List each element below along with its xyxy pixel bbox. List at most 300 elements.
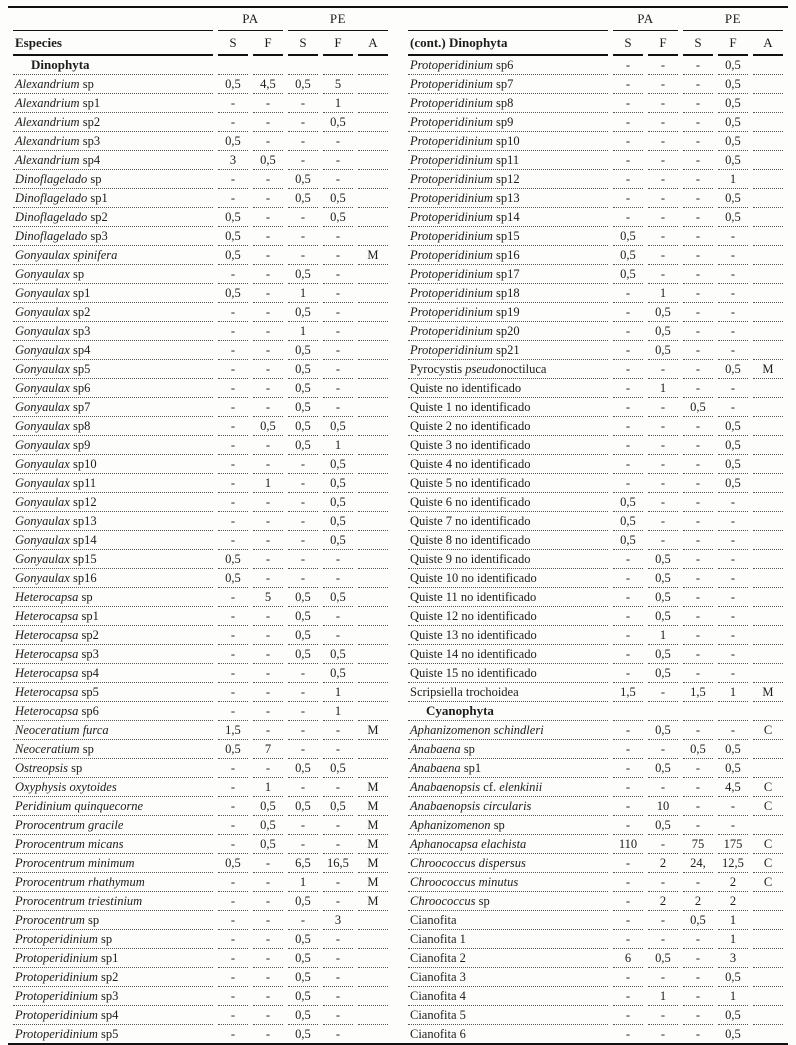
empty-cell <box>323 56 353 75</box>
species-row <box>408 531 783 550</box>
group-header-pe: PE <box>288 8 388 31</box>
value-cell: - <box>613 911 643 930</box>
species-row <box>13 322 388 341</box>
species-name: Anabaena sp1 <box>408 759 608 778</box>
value-cell: 0,5 <box>323 759 353 778</box>
value-cell: - <box>683 778 713 797</box>
value-cell: 5 <box>253 588 283 607</box>
species-name: Cianofita 6 <box>410 1027 466 1041</box>
species-row <box>13 132 388 151</box>
flag-cell <box>753 341 783 360</box>
value-cell: 0,5 <box>288 398 318 417</box>
value-cell: - <box>648 911 678 930</box>
value-cell: 0,5 <box>648 322 678 341</box>
value-cell: 0,5 <box>648 721 678 740</box>
value-cell: 0,5 <box>718 759 748 778</box>
value-cell: 0,5 <box>288 607 318 626</box>
value-cell: - <box>613 797 643 816</box>
value-cell: - <box>648 227 678 246</box>
species-row <box>408 778 783 797</box>
species-row <box>408 455 783 474</box>
value-cell: - <box>625 1027 631 1041</box>
species-row <box>408 94 783 113</box>
value-cell: - <box>323 607 353 626</box>
species-row <box>13 341 388 360</box>
value-cell: - <box>253 683 283 702</box>
species-name: Ostreopsis sp <box>13 759 213 778</box>
flag-cell <box>358 531 388 550</box>
empty-cell <box>288 56 318 75</box>
value-cell: - <box>648 930 678 949</box>
flag-cell <box>358 94 388 113</box>
value-cell: - <box>218 930 248 949</box>
species-name: Cianofita 3 <box>408 968 608 987</box>
species-row <box>408 75 783 94</box>
group-header-spacer <box>13 8 213 31</box>
species-row <box>13 303 388 322</box>
species-name: Heterocapsa sp6 <box>13 702 213 721</box>
value-cell: - <box>613 474 643 493</box>
value-cell: 3 <box>718 949 748 968</box>
value-cell: - <box>253 360 283 379</box>
col-header-a: A <box>753 31 783 56</box>
value-cell: - <box>265 1027 271 1041</box>
species-name: Cianofita 5 <box>408 1006 608 1025</box>
value-cell: - <box>218 797 248 816</box>
value-cell: 0,5 <box>613 493 643 512</box>
value-cell: 1 <box>648 987 678 1006</box>
value-cell: - <box>683 968 713 987</box>
species-name: Dinoflagelado sp1 <box>13 189 213 208</box>
value-cell: - <box>718 379 748 398</box>
value-cell: - <box>218 816 248 835</box>
value-cell: - <box>613 740 643 759</box>
value-cell: 2 <box>648 892 678 911</box>
col-header-pa-f: F <box>253 31 283 56</box>
flag-cell <box>753 930 783 949</box>
col-header-a: A <box>358 31 388 56</box>
value-cell: - <box>613 398 643 417</box>
value-cell: 0,5 <box>253 151 283 170</box>
value-cell: - <box>218 455 248 474</box>
species-name: Quiste 8 no identificado <box>408 531 608 550</box>
flag-cell <box>358 626 388 645</box>
value-cell: - <box>683 664 713 683</box>
flag-cell <box>753 322 783 341</box>
species-name: Aphanocapsa elachista <box>408 835 608 854</box>
species-row <box>13 835 388 854</box>
species-row <box>408 873 783 892</box>
species-name: Quiste 5 no identificado <box>408 474 608 493</box>
flag-cell: M <box>753 360 783 379</box>
col-header-pa-s: S <box>613 31 643 56</box>
value-cell: - <box>648 683 678 702</box>
value-cell: - <box>613 189 643 208</box>
flag-cell <box>753 170 783 189</box>
value-cell: - <box>718 398 748 417</box>
species-row <box>408 645 783 664</box>
value-cell: 0,5 <box>648 569 678 588</box>
value-cell: - <box>323 873 353 892</box>
value-cell: 0,5 <box>718 94 748 113</box>
species-table-right-half <box>403 8 788 1043</box>
value-cell: - <box>323 341 353 360</box>
species-name: Aphanizomenon sp <box>408 816 608 835</box>
value-cell: - <box>218 189 248 208</box>
value-cell: - <box>218 987 248 1006</box>
species-row <box>408 208 783 227</box>
flag-cell <box>358 474 388 493</box>
value-cell: 0,5 <box>648 607 678 626</box>
value-cell: 0,5 <box>725 1027 741 1041</box>
value-cell: - <box>718 588 748 607</box>
value-cell: - <box>288 816 318 835</box>
value-cell: 0,5 <box>648 303 678 322</box>
species-name: Quiste 14 no identificado <box>408 645 608 664</box>
value-cell: 0,5 <box>613 246 643 265</box>
value-cell: - <box>323 132 353 151</box>
species-name: Gonyaulax sp5 <box>13 360 213 379</box>
value-cell: - <box>218 113 248 132</box>
species-name: Protoperidinium sp12 <box>408 170 608 189</box>
species-row <box>13 398 388 417</box>
value-cell: - <box>253 246 283 265</box>
species-name: Quiste 11 no identificado <box>408 588 608 607</box>
value-cell: - <box>613 626 643 645</box>
value-cell: - <box>648 740 678 759</box>
species-row <box>13 626 388 645</box>
value-cell: - <box>718 322 748 341</box>
species-name: Gonyaulax sp8 <box>13 417 213 436</box>
value-cell: - <box>323 322 353 341</box>
flag-cell <box>358 151 388 170</box>
flag-cell <box>753 284 783 303</box>
value-cell: 1 <box>323 702 353 721</box>
species-abundance-table <box>8 6 788 1045</box>
species-name: Cianofita <box>408 911 608 930</box>
value-cell: - <box>253 949 283 968</box>
species-row <box>13 493 388 512</box>
flag-cell: C <box>753 873 783 892</box>
species-name: Gonyaulax sp1 <box>13 284 213 303</box>
value-cell: 0,5 <box>288 436 318 455</box>
value-cell: - <box>648 265 678 284</box>
value-cell: - <box>253 493 283 512</box>
value-cell: - <box>718 626 748 645</box>
species-name: Anabaenopsis circularis <box>408 797 608 816</box>
species-name: Pyrocystis pseudonoctiluca <box>408 360 608 379</box>
value-cell: - <box>648 455 678 474</box>
value-cell: 0,5 <box>718 56 748 75</box>
species-name: Quiste 9 no identificado <box>408 550 608 569</box>
species-name: Alexandrium sp4 <box>13 151 213 170</box>
value-cell: 6,5 <box>288 854 318 873</box>
species-name: Dinoflagelado sp2 <box>13 208 213 227</box>
value-cell: - <box>683 550 713 569</box>
value-cell: - <box>648 436 678 455</box>
flag-cell <box>753 56 783 75</box>
value-cell: 1,5 <box>683 683 713 702</box>
value-cell: - <box>648 512 678 531</box>
value-cell: - <box>613 75 643 94</box>
flag-cell <box>358 284 388 303</box>
value-cell: 0,5 <box>288 379 318 398</box>
species-row <box>13 911 388 930</box>
species-row <box>408 512 783 531</box>
flag-cell: C <box>753 721 783 740</box>
value-cell: - <box>648 531 678 550</box>
empty-cell <box>648 702 678 721</box>
value-cell: 0,5 <box>288 797 318 816</box>
value-cell: - <box>323 227 353 246</box>
value-cell: - <box>230 1027 236 1041</box>
value-cell: - <box>648 246 678 265</box>
value-cell: - <box>288 94 318 113</box>
empty-cell <box>613 702 643 721</box>
value-cell: - <box>288 208 318 227</box>
flag-cell <box>753 816 783 835</box>
value-cell: - <box>613 170 643 189</box>
species-name: Protoperidinium sp5 <box>15 1027 119 1041</box>
value-cell: - <box>683 493 713 512</box>
species-name: Alexandrium sp <box>13 75 213 94</box>
species-name: Quiste 1 no identificado <box>408 398 608 417</box>
column-header-row <box>408 31 783 56</box>
col-header-pe-f: F <box>718 31 748 56</box>
value-cell: 0,5 <box>253 797 283 816</box>
value-cell: - <box>683 151 713 170</box>
value-cell: - <box>613 284 643 303</box>
species-row <box>13 227 388 246</box>
value-cell: - <box>218 341 248 360</box>
value-cell: - <box>288 493 318 512</box>
value-cell: 0,5 <box>613 265 643 284</box>
species-row <box>408 474 783 493</box>
flag-cell <box>753 303 783 322</box>
value-cell: - <box>253 645 283 664</box>
species-row <box>408 170 783 189</box>
value-cell: - <box>288 455 318 474</box>
value-cell: - <box>718 797 748 816</box>
value-cell: - <box>335 1027 341 1041</box>
value-cell: - <box>648 493 678 512</box>
value-cell: - <box>683 531 713 550</box>
value-cell: - <box>683 1006 713 1025</box>
species-name: Quiste 4 no identificado <box>408 455 608 474</box>
value-cell: - <box>218 303 248 322</box>
value-cell: - <box>683 360 713 379</box>
section-row <box>408 702 783 721</box>
species-name: Protoperidinium sp11 <box>408 151 608 170</box>
value-cell: - <box>613 987 643 1006</box>
species-name: Gonyaulax sp14 <box>13 531 213 550</box>
value-cell: - <box>253 531 283 550</box>
value-cell: - <box>648 835 678 854</box>
value-cell: 4,5 <box>253 75 283 94</box>
value-cell: - <box>323 398 353 417</box>
species-row <box>13 474 388 493</box>
value-cell: - <box>288 474 318 493</box>
flag-cell: C <box>753 835 783 854</box>
species-row <box>13 265 388 284</box>
value-cell: - <box>218 626 248 645</box>
species-row <box>408 417 783 436</box>
flag-cell <box>753 664 783 683</box>
value-cell: - <box>613 816 643 835</box>
flag-cell <box>358 588 388 607</box>
value-cell: - <box>718 816 748 835</box>
value-cell: - <box>613 721 643 740</box>
species-name: Protoperidinium sp1 <box>13 949 213 968</box>
flag-cell <box>753 645 783 664</box>
flag-cell <box>753 94 783 113</box>
value-cell: - <box>218 607 248 626</box>
value-cell: - <box>253 626 283 645</box>
species-name: Protoperidinium sp21 <box>408 341 608 360</box>
value-cell: - <box>218 949 248 968</box>
value-cell: - <box>648 56 678 75</box>
value-cell: - <box>718 512 748 531</box>
value-cell: - <box>613 113 643 132</box>
value-cell: - <box>683 645 713 664</box>
value-cell: - <box>288 721 318 740</box>
value-cell: - <box>648 132 678 151</box>
species-name: Peridinium quinquecorne <box>13 797 213 816</box>
empty-cell <box>218 56 248 75</box>
flag-cell <box>753 949 783 968</box>
flag-cell <box>358 265 388 284</box>
flag-cell <box>753 1006 783 1025</box>
value-cell: - <box>323 968 353 987</box>
value-cell: - <box>683 607 713 626</box>
value-cell: 75 <box>683 835 713 854</box>
flag-cell <box>753 968 783 987</box>
species-name: Protoperidinium sp7 <box>408 75 608 94</box>
value-cell: 0,5 <box>648 550 678 569</box>
species-row <box>408 854 783 873</box>
species-rows-right <box>408 56 783 1043</box>
value-cell: - <box>683 246 713 265</box>
species-row <box>13 873 388 892</box>
flag-cell <box>358 398 388 417</box>
value-cell: - <box>613 569 643 588</box>
value-cell: - <box>253 607 283 626</box>
flag-cell <box>358 208 388 227</box>
value-cell: 1 <box>253 474 283 493</box>
species-name: Heterocapsa sp <box>13 588 213 607</box>
value-cell: - <box>253 189 283 208</box>
value-cell: - <box>683 816 713 835</box>
value-cell: - <box>218 778 248 797</box>
value-cell: - <box>613 550 643 569</box>
value-cell: - <box>323 987 353 1006</box>
value-cell: 0,5 <box>288 588 318 607</box>
value-cell: - <box>218 873 248 892</box>
col-header-pa-f: F <box>648 31 678 56</box>
value-cell: - <box>218 493 248 512</box>
species-row <box>408 246 783 265</box>
species-row <box>408 322 783 341</box>
value-cell: - <box>683 436 713 455</box>
value-cell: - <box>683 227 713 246</box>
value-cell: - <box>323 170 353 189</box>
value-cell: - <box>648 75 678 94</box>
species-name: Chroococcus minutus <box>408 873 608 892</box>
value-cell: - <box>613 455 643 474</box>
value-cell: - <box>253 759 283 778</box>
value-cell: 0,5 <box>648 816 678 835</box>
flag-cell <box>358 322 388 341</box>
value-cell: 0,5 <box>288 170 318 189</box>
value-cell: - <box>613 151 643 170</box>
value-cell: 5 <box>323 75 353 94</box>
species-row <box>13 417 388 436</box>
value-cell: 1 <box>288 873 318 892</box>
value-cell: - <box>253 132 283 151</box>
flag-cell <box>753 493 783 512</box>
species-row <box>408 911 783 930</box>
species-row <box>408 360 783 379</box>
value-cell: - <box>323 569 353 588</box>
value-cell: 1 <box>718 170 748 189</box>
value-cell: - <box>218 664 248 683</box>
value-cell: 0,5 <box>323 645 353 664</box>
species-row <box>13 360 388 379</box>
flag-cell <box>753 455 783 474</box>
value-cell: - <box>613 379 643 398</box>
flag-cell: M <box>753 683 783 702</box>
value-cell: 0,5 <box>683 740 713 759</box>
value-cell: - <box>253 436 283 455</box>
empty-cell <box>683 702 713 721</box>
value-cell: - <box>253 892 283 911</box>
value-cell: - <box>288 113 318 132</box>
value-cell: 0,5 <box>323 512 353 531</box>
value-cell: - <box>613 873 643 892</box>
flag-cell <box>358 550 388 569</box>
species-row <box>13 949 388 968</box>
value-cell: - <box>683 341 713 360</box>
value-cell: - <box>683 987 713 1006</box>
species-row <box>13 759 388 778</box>
value-cell: - <box>253 170 283 189</box>
value-cell: - <box>613 588 643 607</box>
species-row <box>408 265 783 284</box>
value-cell: 0,5 <box>718 132 748 151</box>
value-cell: - <box>648 398 678 417</box>
flag-cell: M <box>358 778 388 797</box>
value-cell: - <box>613 56 643 75</box>
value-cell: - <box>323 265 353 284</box>
value-cell: - <box>683 474 713 493</box>
value-cell: 0,5 <box>288 626 318 645</box>
species-name: Protoperidinium sp9 <box>408 113 608 132</box>
flag-cell <box>358 436 388 455</box>
species-name: Protoperidinium sp2 <box>13 968 213 987</box>
species-name: Quiste 12 no identificado <box>408 607 608 626</box>
value-cell: - <box>718 284 748 303</box>
value-cell: - <box>648 151 678 170</box>
species-name: Alexandrium sp2 <box>13 113 213 132</box>
flag-cell <box>753 379 783 398</box>
value-cell: - <box>683 208 713 227</box>
value-cell: - <box>288 569 318 588</box>
value-cell: 0,5 <box>218 854 248 873</box>
species-row <box>408 151 783 170</box>
value-cell: - <box>683 94 713 113</box>
empty-cell <box>358 56 388 75</box>
species-name: Alexandrium sp3 <box>13 132 213 151</box>
